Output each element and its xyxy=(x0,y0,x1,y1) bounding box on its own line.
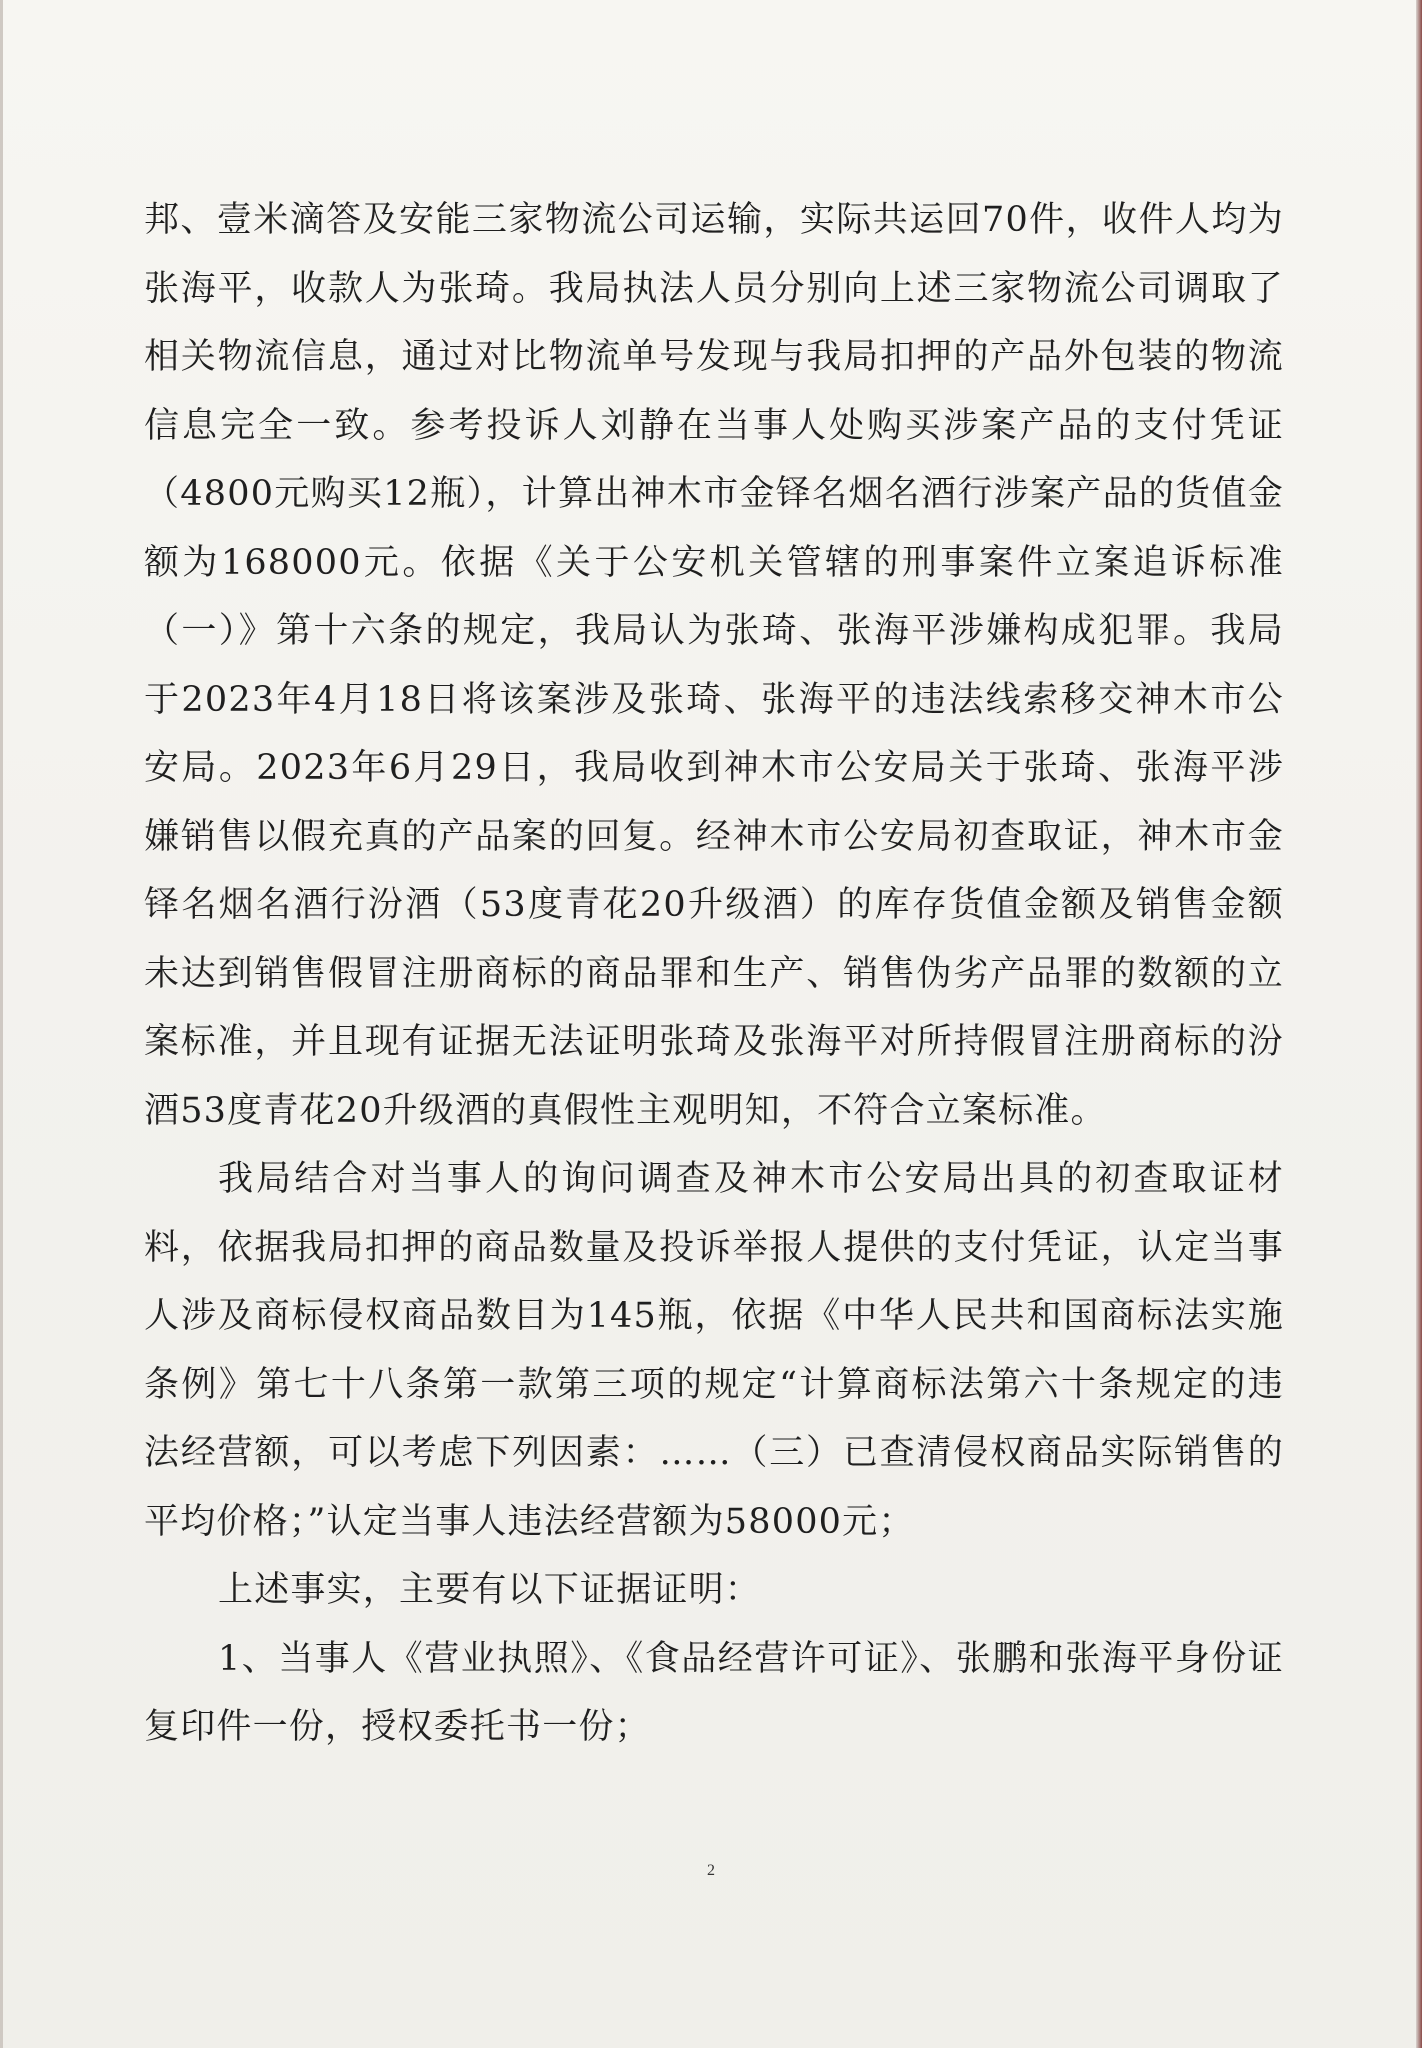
page-edge-left xyxy=(0,0,3,2048)
document-body xyxy=(144,186,1284,1762)
paragraph-illegal-turnover: 我局结合对当事人的询问调查及神木市公安局出具的初查取证材料，依据我局扣押的商品数量及投诉举报人提供的支付凭证，认定当事人涉及商标侵权商品数目为145瓶，依据《中华人民共和国商标法实施条例》第七十八条第一款第三项的规定“计算商标法第六十条规定的违法经营额，可以考虑下列因素：……（三）已查清侵权商品实际销售的平均价格；”认定当事人违法经营额为58000元； xyxy=(144,1159,1284,1542)
paragraph-evidence-intro: 上述事实，主要有以下证据证明： xyxy=(218,1570,762,1610)
page-number: 2 xyxy=(707,1862,715,1879)
paragraph-logistics-and-police-reply: 邦、壹米滴答及安能三家物流公司运输，实际共运回70件，收件人均为张海平，收款人为张琦。我局执法人员分别向上述三家物流公司调取了相关物流信息，通过对比物流单号发现与我局扣押的产品外包装的物流信息完全一致。参考投诉人刘静在当事人处购买涉案产品的支付凭证（4800元购买12瓶），计算出神木市金铎名烟名酒行涉案产品的货值金额为168000元。依据《关于公安机关管辖的刑事案件立案追诉标准（一）》第十六条的规定，我局认为张琦、张海平涉嫌构成犯罪。我局于2023年4月18日将该案涉及张琦、张海平的违法线索移交神木市公安局。2023年6月29日，我局收到神木市公安局关于张琦、张海平涉嫌销售以假充真的产品案的回复。经神木市公安局初查取证，神木市金铎名烟名酒行汾酒（53度青花20升级酒）的库存货值金额及销售金额未达到销售假冒注册商标的商品罪和生产、销售伪劣产品罪的数额的立案标准，并且现有证据无法证明张琦及张海平对所持假冒注册商标的汾酒53度青花20升级酒的真假性主观明知，不符合立案标准。 xyxy=(144,200,1284,1131)
page-edge-right xyxy=(1416,0,1422,2048)
paragraph-evidence-item-1: 1、当事人《营业执照》、《食品经营许可证》、张鹏和张海平身份证复印件一份，授权委托书一份； xyxy=(144,1638,1284,1747)
